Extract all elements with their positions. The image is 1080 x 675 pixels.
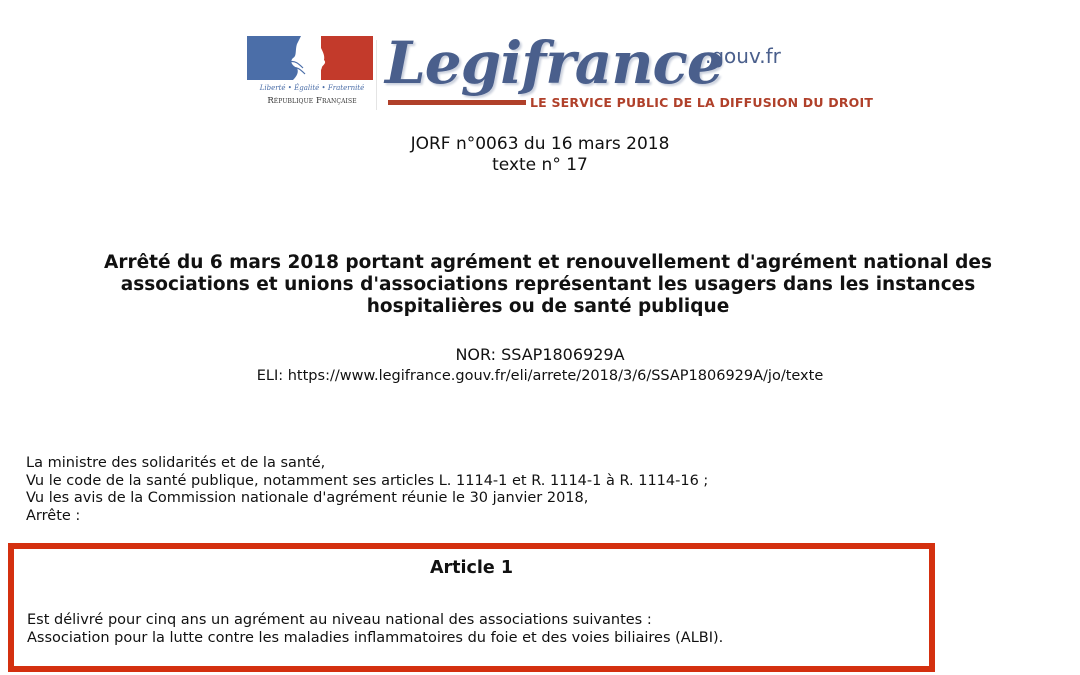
republique-francaise-logo [247, 36, 373, 80]
jorf-reference [0, 134, 1080, 176]
brand-tagline: LE SERVICE PUBLIC DE LA DIFFUSION DU DROIT [530, 95, 874, 110]
legifrance-wordmark[interactable]: Legifrance [385, 29, 723, 97]
article-1-highlight-box [8, 543, 935, 672]
title-line: hospitalières ou de santé publique [366, 296, 730, 317]
text-number: texte n° 17 [492, 155, 588, 175]
nor-identifier: NOR: SSAP1806929A [455, 345, 625, 364]
article-line: Est délivré pour cinq ans un agrément au niveau national des associations suivantes : [27, 612, 652, 628]
eli-link[interactable]: ELI: https://www.legifrance.gouv.fr/eli/arrete/2018/3/6/SSAP1806929A/jo/texte [256, 368, 824, 384]
republic-name: République Française [267, 96, 357, 106]
visa-line: La ministre des solidarités et de la santé, [26, 455, 326, 471]
title-line: Arrêté du 6 mars 2018 portant agrément et renouvellement d'agrément national des [104, 252, 992, 273]
jorf-issue: JORF n°0063 du 16 mars 2018 [410, 134, 670, 154]
title-line: associations et unions d'associations représentant les usagers dans les instances [120, 274, 976, 295]
brand-underline-bar [388, 100, 526, 105]
visas-block [26, 455, 708, 525]
marianne-profile-icon [287, 36, 335, 80]
article-line: Association pour la lutte contre les maladies inflammatoires du foie et des voies biliaires (ALBI). [27, 629, 724, 646]
document-title [40, 252, 1056, 318]
article-body [27, 612, 723, 647]
visa-line: Arrête : [26, 507, 81, 524]
logo-divider [376, 40, 377, 110]
legifrance-domain-suffix: .gouv.fr [705, 44, 781, 68]
visa-line: Vu le code de la santé publique, notamment ses articles L. 1114-1 et R. 1114-1 à R. 1114-16 ; [26, 472, 709, 489]
visa-line: Vu les avis de la Commission nationale d'agrément réunie le 30 janvier 2018, [26, 490, 589, 506]
republic-motto: Liberté • Égalité • Fraternité [259, 84, 365, 92]
article-title: Article 1 [429, 558, 514, 578]
